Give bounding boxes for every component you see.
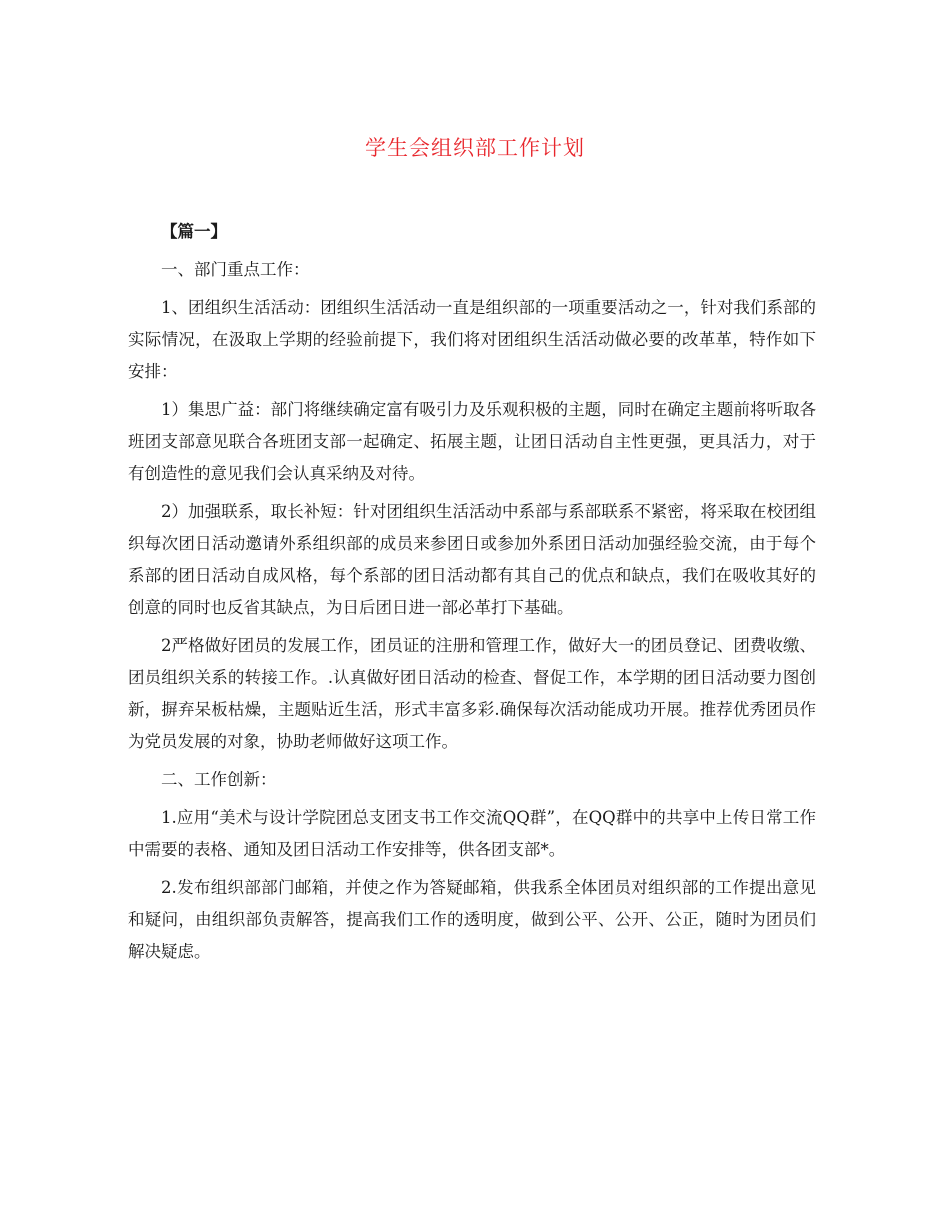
body-paragraph: 2）加强联系，取长补短：针对团组织生活活动中系部与系部联系不紧密，将采取在校团组织每次团日活动邀请外系组织部的成员来参团日或参加外系团日活动加强经验交流，由于每个系部的团日活动自成风格，每个系部的团日活动都有其自己的优点和缺点，我们在吸收其好的创意的同时也反省其缺点，为日后团日进一部必革打下基础。 bbox=[128, 502, 816, 617]
body-paragraph: 1）集思广益：部门将继续确定富有吸引力及乐观积极的主题，同时在确定主题前将听取各班团支部意见联合各班团支部一起确定、拓展主题，让团日活动自主性更强，更具活力，对于有创造性的意见我们会认真采纳及对待。 bbox=[128, 400, 816, 483]
section-heading: 一、部门重点工作： bbox=[161, 260, 310, 279]
body-paragraph: 2严格做好团员的发展工作，团员证的注册和管理工作，做好大一的团员登记、团费收缴、团员组织关系的转接工作。.认真做好团日活动的检查、督促工作，本学期的团日活动要力图创新，摒弃呆板枯燥，主题贴近生活，形式丰富多彩.确保每次活动能成功开展。推荐优秀团员作为党员发展的对象，协助老师做好这项工作。 bbox=[128, 636, 816, 751]
body-paragraph: 1、团组织生活活动：团组织生活活动一直是组织部的一项重要活动之一，针对我们系部的实际情况，在汲取上学期的经验前提下，我们将对团组织生活活动做必要的改革革，特作如下安排： bbox=[128, 298, 816, 381]
section-heading: 二、工作创新： bbox=[161, 770, 277, 789]
body-paragraph: 1.应用“美术与设计学院团总支团支书工作交流QQ群”，在QQ群中的共享中上传日常工作中需要的表格、通知及团日活动工作安排等，供各团支部*。 bbox=[128, 808, 816, 859]
body-paragraph: 2.发布组织部部门邮箱，并使之作为答疑邮箱，供我系全体团员对组织部的工作提出意见和疑问，由组织部负责解答，提高我们工作的透明度，做到公平、公开、公正，随时为团员们解决疑虑。 bbox=[128, 878, 816, 961]
document-body bbox=[128, 216, 816, 974]
document-title: 学生会组织部工作计划 bbox=[365, 136, 585, 160]
section-label: 【篇一】 bbox=[161, 222, 227, 241]
